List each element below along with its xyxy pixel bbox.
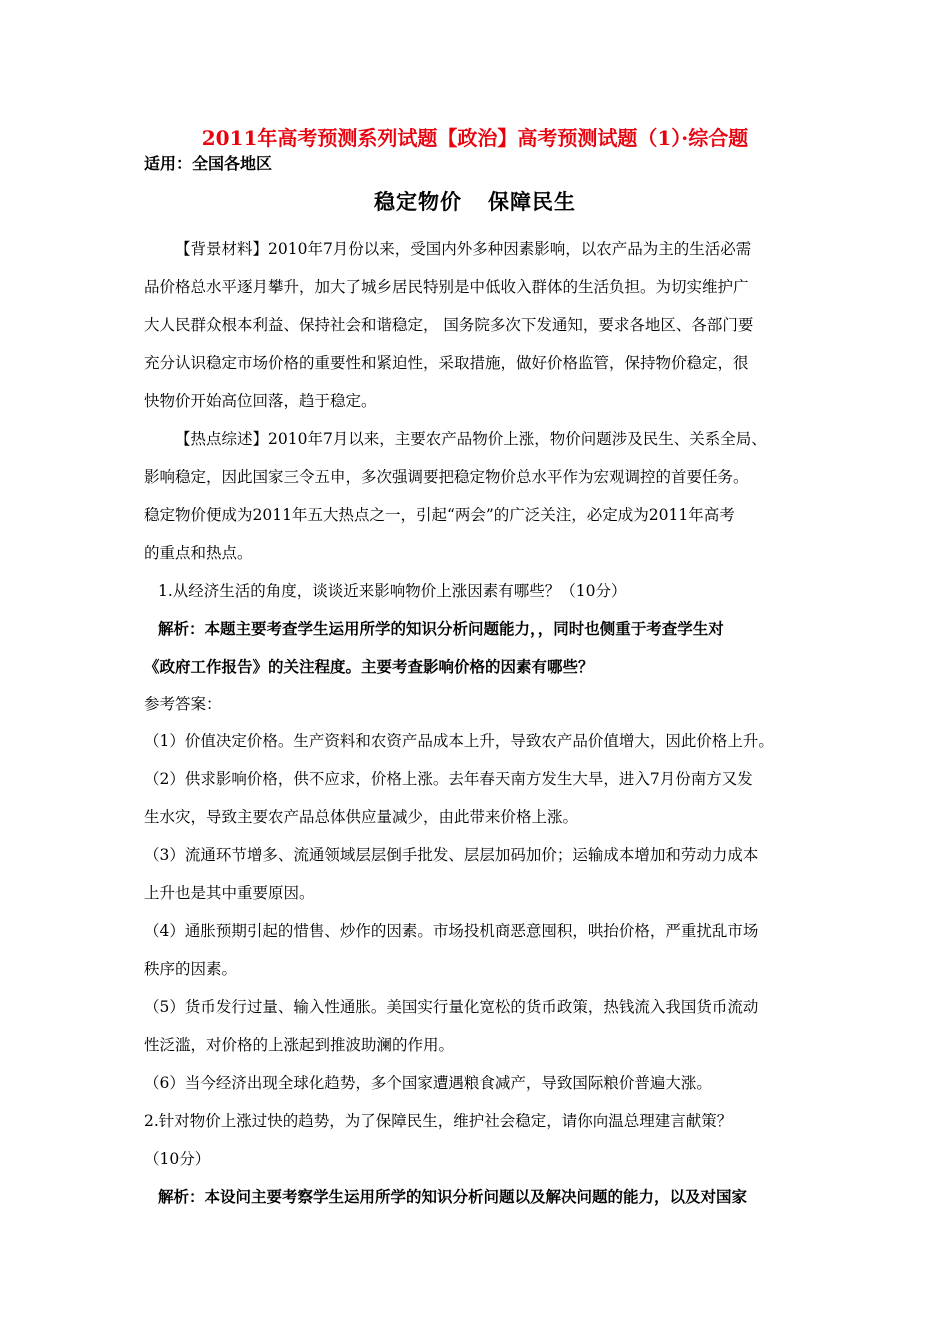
- applies-to: 适用：全国各地区: [144, 154, 273, 173]
- answer-item: （1）价值决定价格。生产资料和农资产品成本上升，导致农产品价值增大，因此价格上升。: [144, 732, 774, 750]
- question-2: 2.针对物价上涨过快的趋势，为了保障民生，维护社会稳定，请你向温总理建言献策？: [144, 1112, 733, 1130]
- hotspot-paragraph-line: 影响稳定，因此国家三令五申，多次强调要把稳定物价总水平作为宏观调控的首要任务。: [144, 468, 749, 486]
- question-1: 1.从经济生活的角度，谈谈近来影响物价上涨因素有哪些？（10分）: [158, 582, 627, 600]
- background-paragraph-line: 品价格总水平逐月攀升，加大了城乡居民特别是中低收入群体的生活负担。为切实维护广: [144, 278, 749, 296]
- document-title: 2011年高考预测系列试题【政治】高考预测试题（1）·综合题: [201, 126, 749, 150]
- answer-item: 生水灾，导致主要农产品总体供应量减少，由此带来价格上涨。: [144, 808, 579, 826]
- analysis-1-line: 《政府工作报告》的关注程度。主要考查影响价格的因素有哪些？: [144, 657, 594, 676]
- analysis-1-line: 解析：本题主要考查学生运用所学的知识分析问题能力，，同时也侧重于考查学生对: [158, 619, 724, 638]
- answer-item: 性泛滥，对价格的上涨起到推波助澜的作用。: [144, 1036, 455, 1054]
- hotspot-paragraph-line: 稳定物价便成为2011年五大热点之一，引起“两会”的广泛关注，必定成为2011年高考: [144, 506, 735, 524]
- answer-item: （2）供求影响价格，供不应求，价格上涨。去年春天南方发生大旱，进入7月份南方又发: [144, 770, 753, 788]
- answer-item: （6）当今经济出现全球化趋势，多个国家遭遇粮食减产，导致国际粮价普遍大涨。: [144, 1074, 712, 1092]
- answer-item: 上升也是其中重要原因。: [144, 884, 315, 902]
- section-heading-part2: 保障民生: [488, 189, 576, 214]
- answer-item: （5）货币发行过量、输入性通胀。美国实行量化宽松的货币政策，热钱流入我国货币流动: [144, 998, 759, 1016]
- document-body: [144, 230, 824, 1216]
- background-paragraph-line: 快物价开始高位回落，趋于稳定。: [144, 392, 377, 410]
- analysis-2-line: 解析：本设问主要考察学生运用所学的知识分析问题以及解决问题的能力，以及对国家: [158, 1187, 748, 1206]
- hotspot-paragraph-line: 【热点综述】2010年7月以来，主要农产品物价上涨，物价问题涉及民生、关系全局、: [175, 430, 767, 448]
- question-2-points: （10分）: [144, 1150, 211, 1168]
- hotspot-paragraph-line: 的重点和热点。: [144, 544, 253, 562]
- answer-item: 秩序的因素。: [144, 960, 238, 978]
- section-heading: [0, 187, 950, 217]
- reference-answer-label: 参考答案：: [144, 695, 222, 713]
- background-paragraph-line: 大人民群众根本利益、保持社会和谐稳定， 国务院多次下发通知，要求各地区、各部门要: [144, 316, 754, 334]
- answer-item: （3）流通环节增多、流通领域层层倒手批发、层层加码加价；运输成本增加和劳动力成本: [144, 846, 759, 864]
- background-paragraph-line: 充分认识稳定市场价格的重要性和紧迫性，采取措施，做好价格监管，保持物价稳定，很: [144, 354, 749, 372]
- background-paragraph-line: 【背景材料】2010年7月份以来，受国内外多种因素影响，以农产品为主的生活必需: [175, 240, 752, 258]
- answer-item: （4）通胀预期引起的惜售、炒作的因素。市场投机商恶意囤积，哄抬价格，严重扰乱市场: [144, 922, 759, 940]
- section-heading-part1: 稳定物价: [374, 189, 462, 214]
